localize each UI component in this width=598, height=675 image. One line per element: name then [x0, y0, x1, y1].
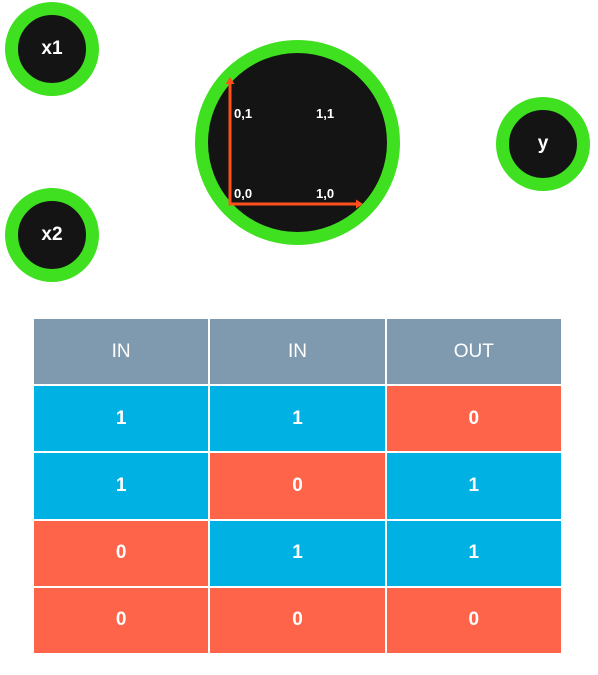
table-header-out: OUT: [387, 319, 561, 384]
table-cell: 0: [387, 386, 561, 451]
table-cell: 0: [387, 588, 561, 653]
xor-truth-table: [34, 319, 561, 653]
table-cell: 1: [210, 386, 384, 451]
table-cell: 0: [210, 453, 384, 518]
point-label-1-0: 1,0: [316, 186, 335, 201]
table-cell: 0: [210, 588, 384, 653]
table-cell: 1: [387, 521, 561, 586]
point-label-0-1: 0,1: [234, 106, 253, 121]
point-label-1-1: 1,1: [316, 106, 335, 121]
table-cell: 1: [387, 453, 561, 518]
point-label-0-0: 0,0: [234, 186, 253, 201]
table-header-in-2: IN: [210, 319, 384, 384]
table-header-in-1: IN: [34, 319, 208, 384]
input-node-x2-label: x2: [41, 224, 63, 245]
table-cell: 0: [34, 588, 208, 653]
output-node-y-label: y: [537, 133, 549, 154]
x-axis-arrowhead: [356, 200, 363, 209]
table-cell: 1: [34, 453, 208, 518]
table-cell: 0: [34, 521, 208, 586]
table-cell: 1: [210, 521, 384, 586]
y-axis-arrowhead: [226, 77, 235, 84]
table-cell: 1: [34, 386, 208, 451]
input-node-x1-label: x1: [41, 38, 63, 59]
output-node-y: [496, 97, 590, 191]
